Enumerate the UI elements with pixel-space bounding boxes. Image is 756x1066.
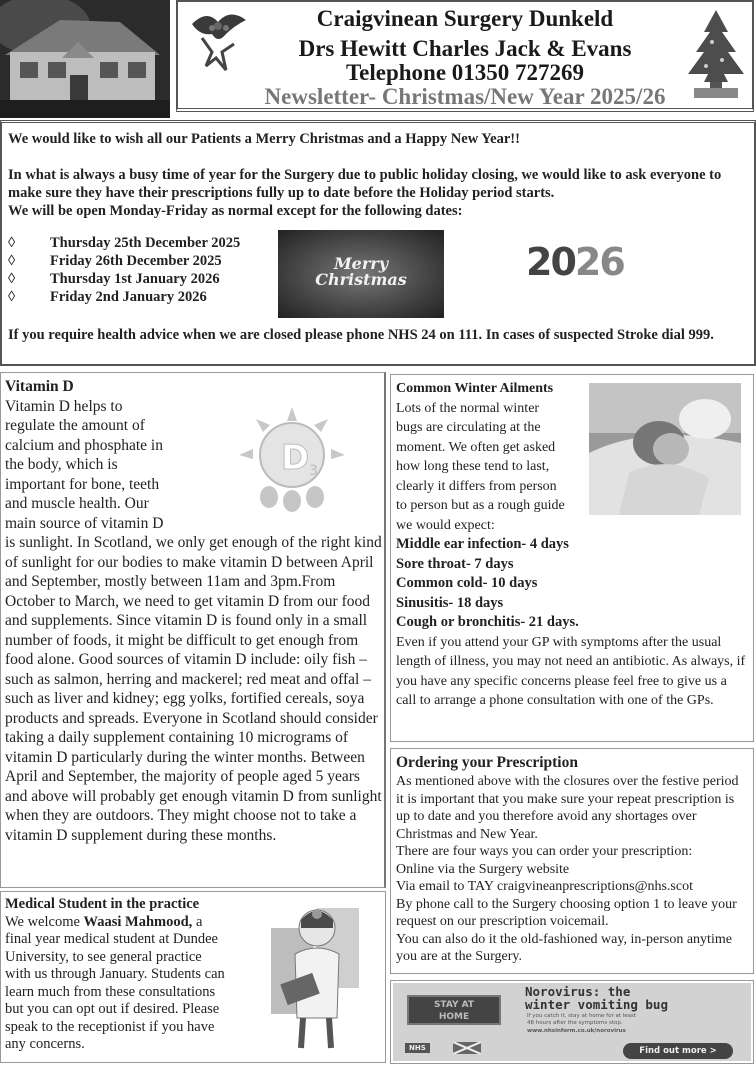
house-illustration — [0, 0, 170, 118]
norovirus-title: Norovirus: the winter vomiting bug — [525, 984, 668, 1012]
nhs-logo: NHS — [405, 1043, 430, 1053]
norovirus-banner — [390, 980, 754, 1064]
list-item: ◊ Thursday 1st January 2026 — [8, 271, 220, 287]
svg-text:D: D — [281, 438, 310, 478]
norovirus-advice: If you catch it, stay at home for at least 48 hours after the symptoms stop. www.nhsinform.co.uk/norovirus — [527, 1013, 637, 1034]
newsletter-title: Newsletter- Christmas/New Year 2025/26 — [264, 84, 666, 109]
newsletter-header — [0, 0, 756, 120]
illness-durations-list — [396, 535, 748, 633]
list-item: ◊ Friday 26th December 2025 — [8, 253, 222, 269]
list-item: ◊ Friday 2nd January 2026 — [8, 289, 207, 305]
vitamin-d-body: is sunlight. In Scotland, we only get enough of the right kind of sunlight for our bodies to make vitamin D between April and September, mostly between 11am and 3pm.From October to March, we need to get vitamin D from our food and supplements. Since vitamin D is found only in a small number of foods, it might be difficult to get enough from food alone. Good sources of vitamin D include: oily fish – such as salmon, herring and mackerel; red meat and offal – such as liver and kidney; egg yolks, fortified cereals, soya products and spreads. Everyone in Scotland should consider taking a daily supplement containing 10 micrograms of vitamin D particularly during the winter months. Between April and September, the majority of people aged 5 years and above will probably get enough vitamin D from sunlight when they are outdoors. They might choose not to take a vitamin D supplement during these months. — [5, 534, 382, 844]
sick-woman-photo — [589, 383, 741, 515]
list-item: Sore throat- 7 days — [396, 555, 514, 572]
welcome-line: We welcome Waasi Mahmood, a — [5, 913, 203, 930]
surgery-name: Craigvinean Surgery Dunkeld — [316, 6, 614, 31]
student-name: Waasi Mahmood, — [83, 913, 193, 930]
list-item: Common cold- 10 days — [396, 575, 538, 591]
ailments-intro-lines: Lots of the normal winter bugs are circulating at the moment. We often get asked how long these tend to last, clearly it differs from person to person but as a rough guide we would expect: — [396, 400, 565, 533]
find-out-more-button[interactable]: Find out more > — [623, 1043, 733, 1059]
svg-text:3: 3 — [309, 463, 318, 479]
prescription-ordering-section: Ordering your Prescription As mentioned above with the closures over the festive period it is important that you make sure your repeat prescription is up to date and you therefore avoid any shortages over Christmas and New Year. There are four ways you can order your prescription: Online via the Surgery website Via email to TAY craigvineanprescriptions@nhs.scot By phone call to the Surgery choosing option 1 to leave your request on our prescription voicemail. You can also do it the old-fashioned way, in-person anytime you are at the Surgery. — [390, 748, 754, 974]
holiday-notice — [0, 120, 756, 366]
health-advice-notice: If you require health advice when we are closed please phone NHS 24 on 111. In cases of suspected Stroke dial 999. — [8, 327, 714, 343]
header-title-box — [176, 0, 754, 112]
section-title: Ordering your Prescription — [396, 754, 578, 771]
list-item: Cough or bronchitis- 21 days. — [396, 614, 579, 630]
year-2026-logo: 2026 — [526, 240, 624, 284]
saltire-icon — [453, 1042, 481, 1054]
prescription-email: Via email to TAY craigvineanprescriptions@nhs.scot — [396, 879, 693, 894]
opening-notice: We will be open Monday-Friday as normal except for the following dates: — [8, 203, 463, 219]
medical-student-illustration — [267, 898, 363, 1058]
stay-at-home-sign: STAY AT HOME — [407, 995, 501, 1025]
vitamin-d-section — [0, 372, 386, 888]
christmas-greeting: We would like to wish all our Patients a Merry Christmas and a Happy New Year!! — [8, 131, 520, 147]
surgery-house-photo — [0, 0, 170, 118]
section-title: Common Winter Ailments — [396, 381, 554, 396]
winter-ailments-section — [390, 374, 754, 742]
vitamin-d-intro-lines: Vitamin D helps to regulate the amount of calcium and phosphate in the body, which is important for bone, teeth and muscle health. Our main source of vitamin D — [5, 397, 164, 532]
list-item: ◊ Thursday 25th December 2025 — [8, 235, 241, 251]
vitamin-d3-icon — [233, 405, 351, 513]
telephone-number: Telephone 01350 727269 — [345, 60, 585, 85]
doctor-names: Drs Hewitt Charles Jack & Evans — [298, 36, 632, 61]
list-item: Sinusitis- 18 days — [396, 594, 504, 611]
merry-christmas-image: Merry Christmas — [278, 230, 444, 318]
ailments-advice: Even if you attend your GP with symptoms after the usual length of illness, you may not need an antibiotic. As always, if you have any specific concerns please feel free to give us a call to arrange a phone consultation with one of the GPs. — [396, 634, 746, 708]
section-title: Medical Student in the practice — [5, 896, 200, 912]
christmas-tree-icon — [678, 6, 754, 100]
list-item: Middle ear infection- 4 days — [396, 536, 569, 552]
prescription-reminder: In what is always a busy time of year for the Surgery due to public holiday closing, we would like to ask everyone to make sure they have their prescriptions fully up to date before the Holiday period starts. — [8, 167, 722, 201]
medical-student-section: Medical Student in the practice We welcome Waasi Mahmood, a final year medical student at Dundee University, to see general practice with us through January. Students can learn much from these consultations but you can opt out if desired. Please speak to the receptionist if you have any concerns. — [0, 891, 386, 1063]
section-title: Vitamin D — [5, 378, 74, 395]
closure-dates-list — [8, 234, 276, 306]
